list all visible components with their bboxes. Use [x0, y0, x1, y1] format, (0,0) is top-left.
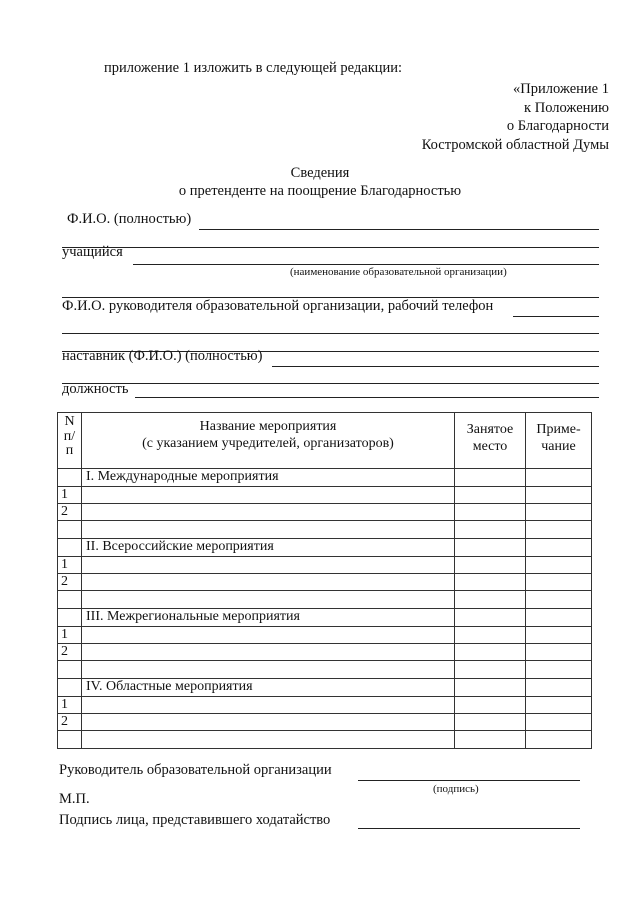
table-row [58, 697, 592, 714]
row-number: 2 [58, 574, 82, 591]
row-number: 1 [58, 557, 82, 574]
header-event-line: Название мероприятия [199, 419, 337, 434]
title-line: о претенденте на поощрение Благодарностью [178, 183, 462, 199]
header-place-line: место [472, 439, 508, 454]
note-cell[interactable] [526, 521, 592, 539]
position-field-upper[interactable] [62, 383, 599, 384]
event-cell[interactable] [82, 557, 455, 574]
submitter-signature-label: Подпись лица, представившего ходатайство [59, 812, 331, 828]
note-cell[interactable] [526, 609, 592, 627]
note-cell[interactable] [526, 504, 592, 521]
row-number [58, 731, 82, 749]
appendix-line: Костромской областной Думы [421, 136, 609, 153]
event-cell[interactable] [82, 521, 455, 539]
header-place [455, 413, 526, 469]
event-cell[interactable] [82, 644, 455, 661]
appendix-header [422, 80, 609, 154]
events-table [57, 412, 592, 749]
place-cell[interactable] [455, 521, 526, 539]
table-row [58, 627, 592, 644]
mentor-label: наставник (Ф.И.О.) (полностью) [62, 348, 263, 364]
place-cell[interactable] [455, 487, 526, 504]
section-num-cell [58, 539, 82, 557]
document-title [0, 164, 640, 200]
note-cell[interactable] [526, 714, 592, 731]
event-cell[interactable] [82, 487, 455, 504]
fio-field[interactable] [199, 229, 599, 230]
head-field[interactable] [513, 316, 599, 317]
head-signature-field[interactable] [358, 780, 580, 781]
row-number [58, 661, 82, 679]
row-number: 2 [58, 504, 82, 521]
event-cell[interactable] [82, 714, 455, 731]
row-number: 1 [58, 697, 82, 714]
table-row [58, 661, 592, 679]
head-label: Ф.И.О. руководителя образовательной организации, рабочий телефон [62, 298, 494, 314]
table-row [58, 714, 592, 731]
fio-label: Ф.И.О. (полностью) [67, 211, 192, 227]
table-header-row [58, 413, 592, 469]
table-section-row [58, 539, 592, 557]
place-cell[interactable] [455, 731, 526, 749]
header-note-line: Приме- [536, 422, 581, 437]
row-number: 1 [58, 487, 82, 504]
position-field[interactable] [135, 397, 599, 398]
note-cell[interactable] [526, 679, 592, 697]
place-cell[interactable] [455, 714, 526, 731]
event-cell[interactable] [82, 731, 455, 749]
header-num-line: п/ [63, 428, 76, 444]
position-label: должность [62, 381, 129, 397]
place-cell[interactable] [455, 574, 526, 591]
event-cell[interactable] [82, 504, 455, 521]
table-row [58, 574, 592, 591]
table-row [58, 644, 592, 661]
header-num-line: N [64, 414, 75, 429]
table-row [58, 521, 592, 539]
note-cell[interactable] [526, 591, 592, 609]
org-hint: (наименование образовательной организации) [290, 266, 507, 278]
row-number [58, 591, 82, 609]
note-cell[interactable] [526, 469, 592, 487]
table-section-row [58, 469, 592, 487]
place-cell[interactable] [455, 539, 526, 557]
note-cell[interactable] [526, 644, 592, 661]
table-row [58, 504, 592, 521]
mentor-field[interactable] [272, 366, 599, 367]
row-number: 2 [58, 714, 82, 731]
section-title: III. Межрегиональные мероприятия [82, 609, 455, 627]
note-cell[interactable] [526, 731, 592, 749]
note-cell[interactable] [526, 697, 592, 714]
place-cell[interactable] [455, 504, 526, 521]
appendix-line: о Благодарности [506, 118, 609, 134]
header-num [58, 413, 82, 469]
student-field[interactable] [133, 264, 599, 265]
place-cell[interactable] [455, 557, 526, 574]
head-signature-label: Руководитель образовательной организации [59, 762, 332, 778]
table-section-row [58, 679, 592, 697]
place-cell[interactable] [455, 591, 526, 609]
head-field-line-2[interactable] [62, 333, 599, 334]
place-cell[interactable] [455, 644, 526, 661]
table-section-row [58, 609, 592, 627]
note-cell[interactable] [526, 487, 592, 504]
event-cell[interactable] [82, 661, 455, 679]
header-note [526, 413, 592, 469]
title-line: Сведения [290, 165, 350, 181]
header-num-line: п [65, 443, 74, 459]
table-row [58, 591, 592, 609]
place-cell[interactable] [455, 661, 526, 679]
header-place-line: Занятое [466, 422, 514, 437]
event-cell[interactable] [82, 697, 455, 714]
place-cell[interactable] [455, 697, 526, 714]
section-title: I. Международные мероприятия [82, 469, 455, 487]
student-label: учащийся [62, 244, 123, 260]
table-row [58, 731, 592, 749]
fio-field-continued[interactable] [62, 247, 599, 248]
note-cell[interactable] [526, 539, 592, 557]
section-title: IV. Областные мероприятия [82, 679, 455, 697]
event-cell[interactable] [82, 574, 455, 591]
appendix-line: «Приложение 1 [513, 81, 609, 97]
row-number [58, 521, 82, 539]
signature-hint: (подпись) [433, 783, 479, 795]
intro-text: приложение 1 изложить в следующей редакции: [104, 60, 403, 76]
place-cell[interactable] [455, 679, 526, 697]
row-number: 1 [58, 627, 82, 644]
section-title: II. Всероссийские мероприятия [82, 539, 455, 557]
place-cell[interactable] [455, 627, 526, 644]
note-cell[interactable] [526, 627, 592, 644]
place-cell[interactable] [455, 469, 526, 487]
table-row [58, 557, 592, 574]
section-num-cell [58, 679, 82, 697]
note-cell[interactable] [526, 661, 592, 679]
header-event [82, 413, 455, 469]
place-cell[interactable] [455, 609, 526, 627]
event-cell[interactable] [82, 591, 455, 609]
section-num-cell [58, 469, 82, 487]
section-num-cell [58, 609, 82, 627]
note-cell[interactable] [526, 557, 592, 574]
header-note-line: чание [541, 439, 576, 454]
stamp-label: М.П. [59, 791, 90, 807]
row-number: 2 [58, 644, 82, 661]
appendix-line: к Положению [524, 99, 609, 116]
event-cell[interactable] [82, 627, 455, 644]
table-row [58, 487, 592, 504]
header-event-line: (с указанием учредителей, организаторов) [142, 436, 394, 451]
note-cell[interactable] [526, 574, 592, 591]
submitter-signature-field[interactable] [358, 828, 580, 829]
